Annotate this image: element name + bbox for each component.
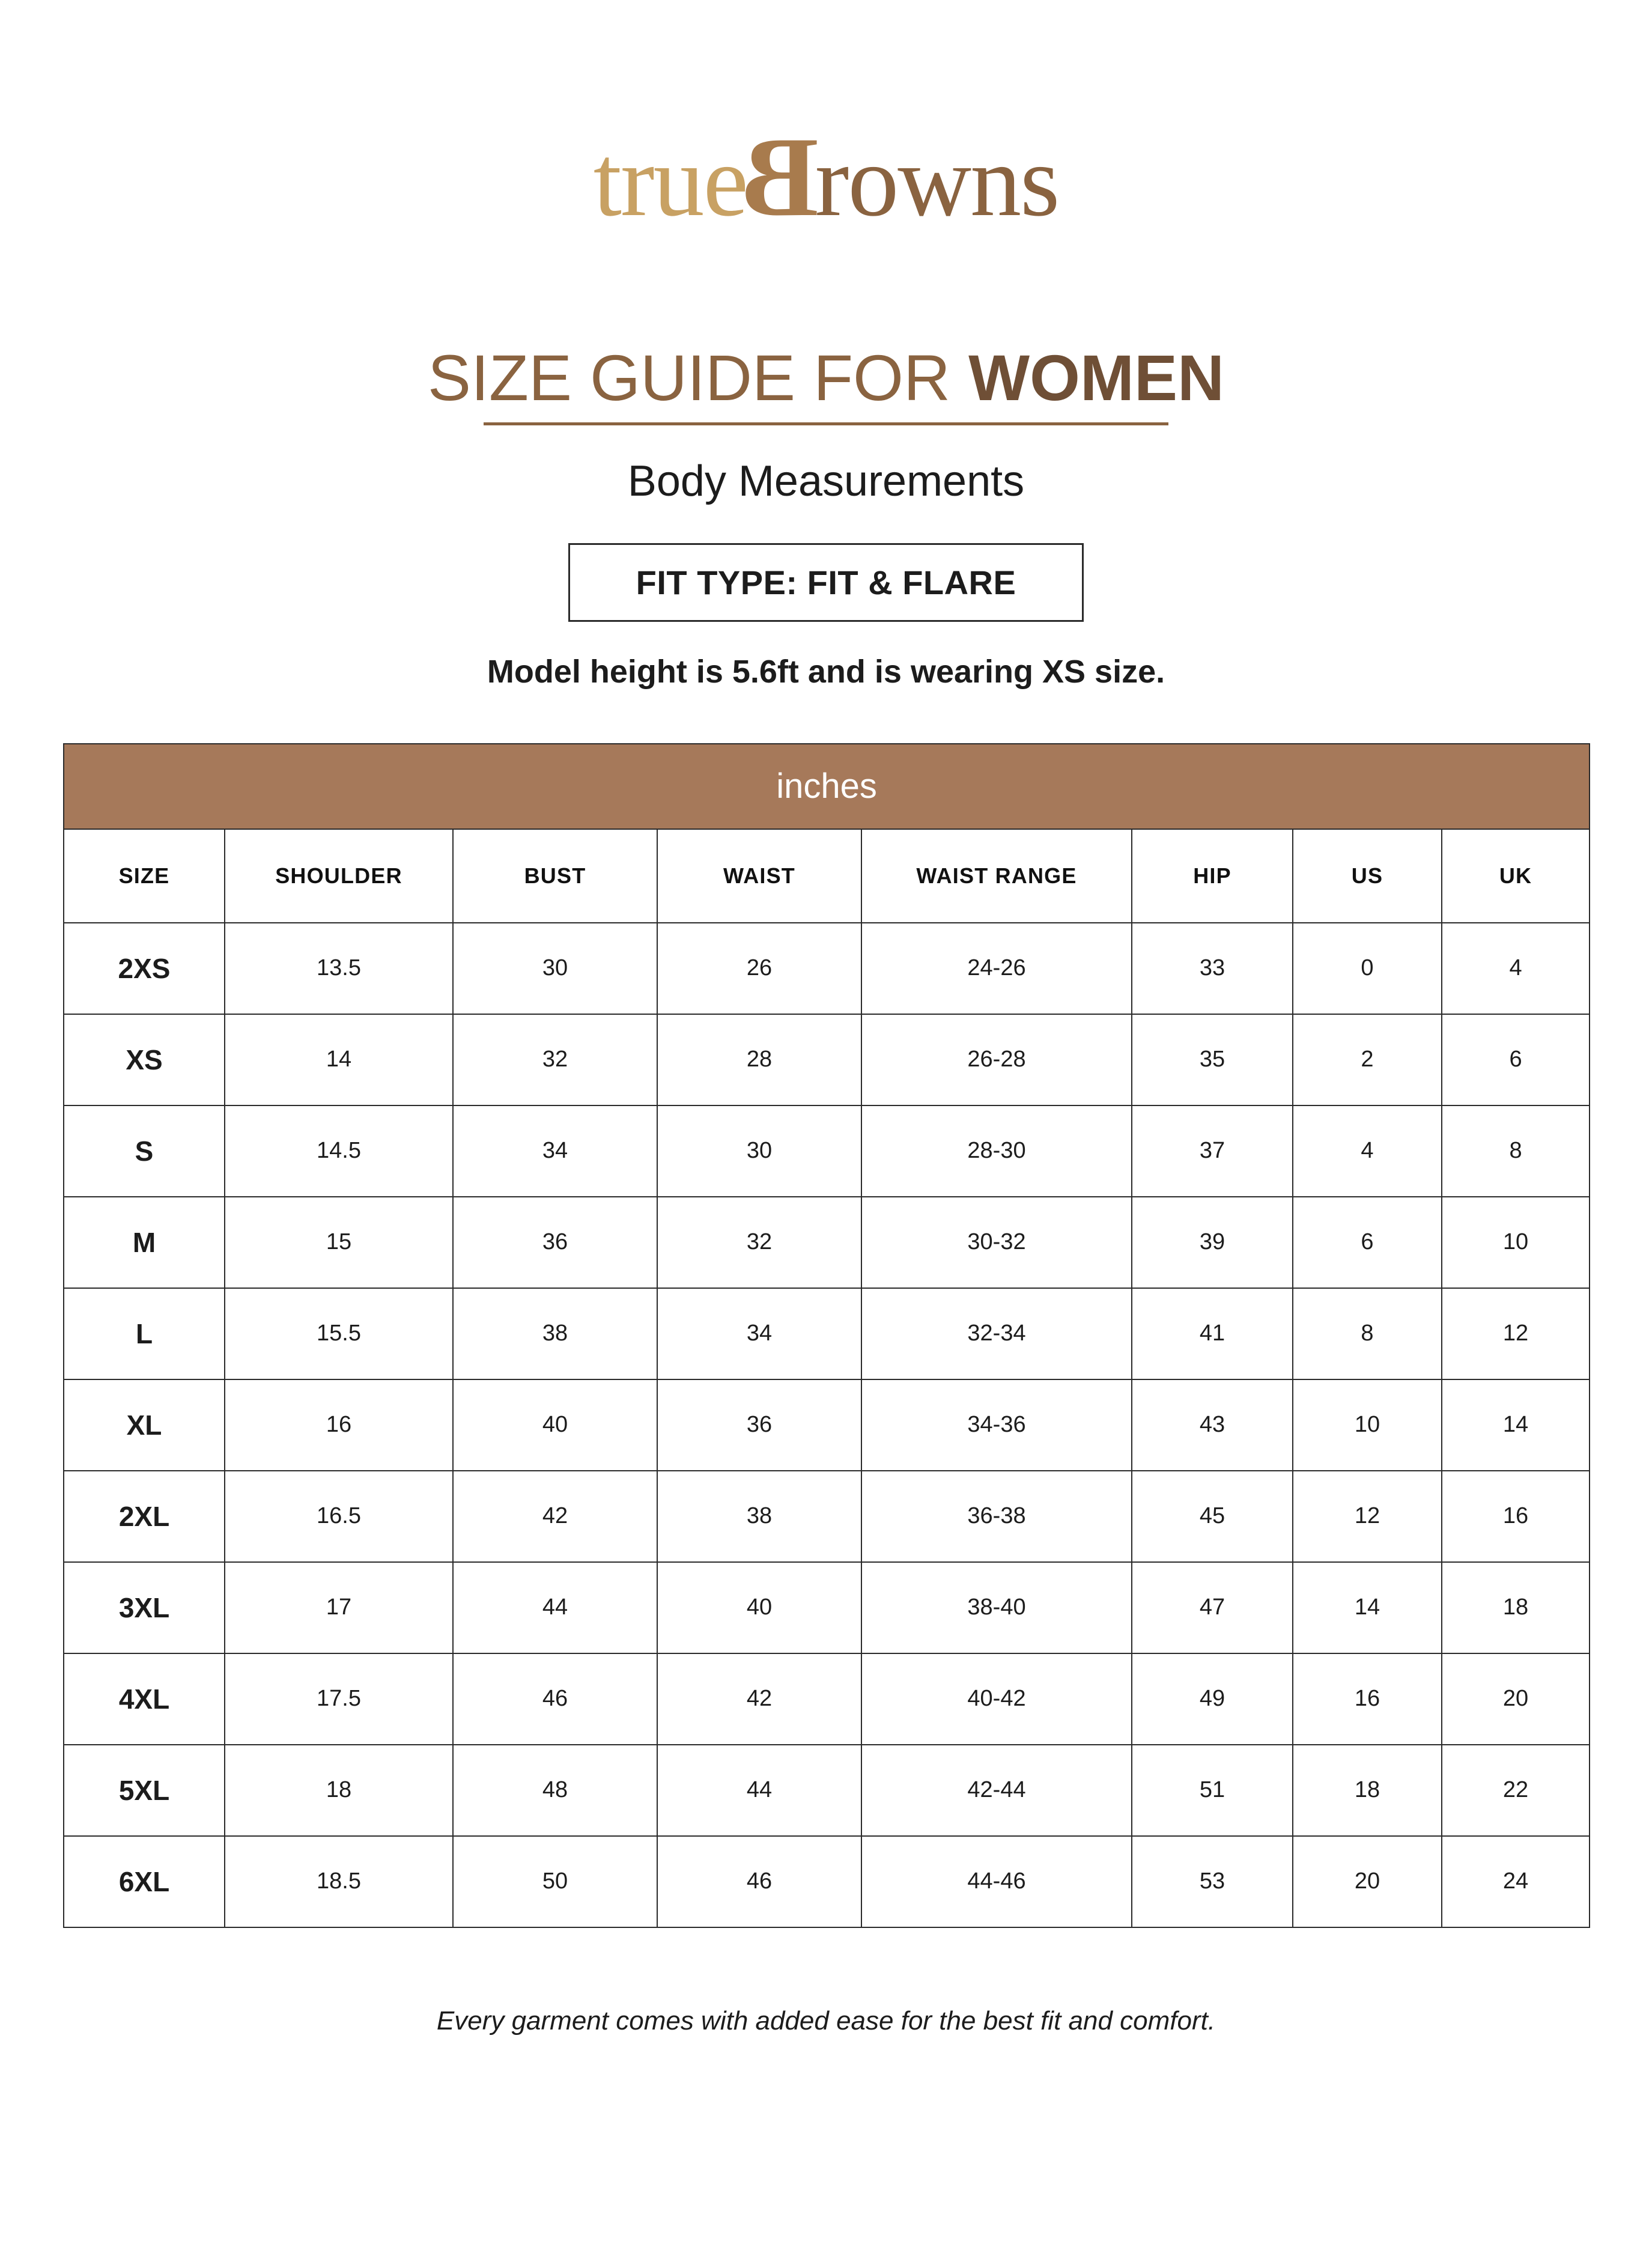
table-row	[64, 1836, 1590, 1927]
cell-us: 14	[1293, 1562, 1442, 1653]
cell-waist-range: 36-38	[861, 1471, 1132, 1562]
table-row	[64, 1653, 1590, 1745]
cell-waist: 42	[657, 1653, 861, 1745]
cell-size: 4XL	[64, 1653, 225, 1745]
cell-size: L	[64, 1288, 225, 1379]
cell-waist-range: 44-46	[861, 1836, 1132, 1927]
cell-waist: 28	[657, 1014, 861, 1105]
cell-uk: 8	[1442, 1105, 1590, 1197]
cell-waist: 34	[657, 1288, 861, 1379]
size-chart-container	[63, 743, 1589, 1928]
page-title-block	[428, 234, 1224, 425]
cell-hip: 51	[1132, 1745, 1293, 1836]
cell-uk: 10	[1442, 1197, 1590, 1288]
unit-label: inches	[64, 744, 1590, 829]
cell-uk: 4	[1442, 923, 1590, 1014]
cell-shoulder: 17.5	[225, 1653, 453, 1745]
brand-logo-part-rowns: rowns	[815, 124, 1059, 237]
cell-size: 2XS	[64, 923, 225, 1014]
cell-waist-range: 28-30	[861, 1105, 1132, 1197]
column-header-us: US	[1293, 829, 1442, 923]
table-row	[64, 1471, 1590, 1562]
cell-shoulder: 14.5	[225, 1105, 453, 1197]
page-title-underline	[484, 422, 1168, 425]
cell-waist-range: 42-44	[861, 1745, 1132, 1836]
cell-waist-range: 34-36	[861, 1379, 1132, 1471]
table-row	[64, 1197, 1590, 1288]
column-header-shoulder: SHOULDER	[225, 829, 453, 923]
cell-uk: 18	[1442, 1562, 1590, 1653]
cell-size: M	[64, 1197, 225, 1288]
table-row	[64, 1105, 1590, 1197]
cell-hip: 49	[1132, 1653, 1293, 1745]
cell-waist: 40	[657, 1562, 861, 1653]
table-row	[64, 1014, 1590, 1105]
column-header-size: SIZE	[64, 829, 225, 923]
table-row	[64, 1379, 1590, 1471]
cell-uk: 22	[1442, 1745, 1590, 1836]
cell-size: XS	[64, 1014, 225, 1105]
cell-hip: 41	[1132, 1288, 1293, 1379]
column-header-uk: UK	[1442, 829, 1590, 923]
cell-hip: 37	[1132, 1105, 1293, 1197]
cell-bust: 44	[453, 1562, 657, 1653]
cell-bust: 48	[453, 1745, 657, 1836]
table-row	[64, 1288, 1590, 1379]
page-title-prefix: SIZE GUIDE FOR	[427, 341, 969, 414]
column-header-waist-range: WAIST RANGE	[861, 829, 1132, 923]
cell-waist: 32	[657, 1197, 861, 1288]
page-title	[428, 342, 1224, 414]
cell-us: 4	[1293, 1105, 1442, 1197]
table-unit-row	[64, 744, 1590, 829]
page-subtitle: Body Measurements	[627, 457, 1025, 505]
cell-uk: 16	[1442, 1471, 1590, 1562]
cell-uk: 20	[1442, 1653, 1590, 1745]
brand-logo	[593, 114, 1059, 240]
cell-shoulder: 15.5	[225, 1288, 453, 1379]
cell-hip: 53	[1132, 1836, 1293, 1927]
cell-uk: 24	[1442, 1836, 1590, 1927]
fit-type-badge: FIT TYPE: FIT & FLARE	[568, 543, 1084, 622]
table-header-row	[64, 829, 1590, 923]
footer-note: Every garment comes with added ease for the best fit and comfort.	[436, 2005, 1216, 2036]
size-chart-table	[63, 743, 1590, 1928]
cell-shoulder: 17	[225, 1562, 453, 1653]
cell-us: 10	[1293, 1379, 1442, 1471]
cell-us: 16	[1293, 1653, 1442, 1745]
cell-bust: 30	[453, 923, 657, 1014]
cell-waist: 38	[657, 1471, 861, 1562]
cell-shoulder: 18	[225, 1745, 453, 1836]
cell-bust: 36	[453, 1197, 657, 1288]
cell-size: XL	[64, 1379, 225, 1471]
cell-us: 6	[1293, 1197, 1442, 1288]
cell-hip: 45	[1132, 1471, 1293, 1562]
cell-bust: 32	[453, 1014, 657, 1105]
cell-size: S	[64, 1105, 225, 1197]
cell-bust: 42	[453, 1471, 657, 1562]
cell-hip: 43	[1132, 1379, 1293, 1471]
cell-waist: 44	[657, 1745, 861, 1836]
cell-us: 12	[1293, 1471, 1442, 1562]
cell-waist: 46	[657, 1836, 861, 1927]
model-height-note: Model height is 5.6ft and is wearing XS size.	[487, 653, 1165, 690]
brand-logo-part-true: true	[593, 124, 747, 237]
table-row	[64, 923, 1590, 1014]
column-header-bust: BUST	[453, 829, 657, 923]
cell-hip: 35	[1132, 1014, 1293, 1105]
cell-size: 5XL	[64, 1745, 225, 1836]
cell-bust: 38	[453, 1288, 657, 1379]
cell-shoulder: 16	[225, 1379, 453, 1471]
table-row	[64, 1562, 1590, 1653]
cell-waist: 26	[657, 923, 861, 1014]
cell-hip: 33	[1132, 923, 1293, 1014]
cell-shoulder: 14	[225, 1014, 453, 1105]
cell-us: 20	[1293, 1836, 1442, 1927]
cell-bust: 46	[453, 1653, 657, 1745]
cell-bust: 34	[453, 1105, 657, 1197]
cell-us: 8	[1293, 1288, 1442, 1379]
cell-bust: 50	[453, 1836, 657, 1927]
page-title-emphasis: WOMEN	[968, 341, 1224, 414]
cell-uk: 6	[1442, 1014, 1590, 1105]
cell-us: 18	[1293, 1745, 1442, 1836]
cell-waist-range: 40-42	[861, 1653, 1132, 1745]
cell-shoulder: 15	[225, 1197, 453, 1288]
table-row	[64, 1745, 1590, 1836]
cell-waist-range: 26-28	[861, 1014, 1132, 1105]
column-header-waist: WAIST	[657, 829, 861, 923]
cell-shoulder: 18.5	[225, 1836, 453, 1927]
cell-size: 3XL	[64, 1562, 225, 1653]
cell-uk: 12	[1442, 1288, 1590, 1379]
cell-waist-range: 38-40	[861, 1562, 1132, 1653]
cell-uk: 14	[1442, 1379, 1590, 1471]
cell-waist-range: 24-26	[861, 923, 1132, 1014]
brand-logo-part-b: B	[744, 114, 819, 240]
cell-hip: 47	[1132, 1562, 1293, 1653]
cell-size: 2XL	[64, 1471, 225, 1562]
cell-us: 0	[1293, 923, 1442, 1014]
cell-waist: 36	[657, 1379, 861, 1471]
cell-shoulder: 13.5	[225, 923, 453, 1014]
cell-hip: 39	[1132, 1197, 1293, 1288]
cell-waist: 30	[657, 1105, 861, 1197]
cell-shoulder: 16.5	[225, 1471, 453, 1562]
cell-bust: 40	[453, 1379, 657, 1471]
cell-waist-range: 30-32	[861, 1197, 1132, 1288]
cell-us: 2	[1293, 1014, 1442, 1105]
column-header-hip: HIP	[1132, 829, 1293, 923]
cell-waist-range: 32-34	[861, 1288, 1132, 1379]
cell-size: 6XL	[64, 1836, 225, 1927]
